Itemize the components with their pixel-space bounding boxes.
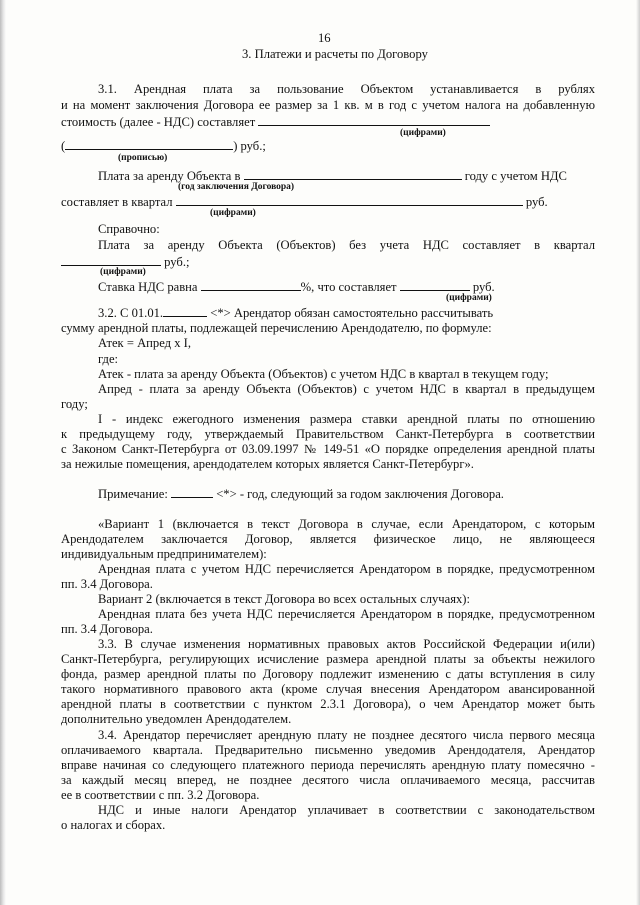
p31-words-blank (65, 138, 233, 150)
p32-date-text: 3.2. С 01.01. (98, 306, 164, 320)
vat-rub: руб. (472, 280, 495, 294)
rent-year-blank-2 (354, 168, 462, 180)
note-line (98, 486, 504, 502)
ref-line-1: Плата за аренду Объекта (Объектов) без учета НДС составляет в квартал (98, 238, 595, 252)
rent-year-blank-1 (244, 168, 354, 180)
p32-index-4: за нежилые помещения, арендодателем которых является Санкт-Петербург». (61, 457, 474, 471)
p31-line-3-text: стоимость (далее - НДС) составляет (61, 115, 256, 129)
p34-line-5: ее в соответствии с пп. 3.2 Договора. (61, 788, 260, 802)
p32-year-blank (163, 305, 207, 317)
variant-1-line-3: индивидуальным предпринимателем): (61, 547, 267, 561)
rent-year-caption: (год заключения Договора) (178, 182, 295, 192)
p33-line-6: дополнительно уведомлен Арендодателем. (61, 712, 292, 726)
p33-line-5: арендной платы в соответствии с пунктом 2.3.1 Договора), о чем Арендатор может быть (61, 697, 595, 711)
p33-line-4: такого нормативного правового акта (кроме случая внесения Арендатором авансированной (61, 682, 595, 696)
p32-index-3: с Законом Санкт-Петербурга от 03.09.1997 № 149-51 «О порядке определения арендной платы (61, 442, 595, 456)
rent-year-line (98, 168, 567, 184)
p33-line-1: 3.3. В случае изменения нормативных правовых актов Российской Федерации и(или) (98, 637, 595, 651)
p31-rate-blank (258, 114, 490, 126)
ref-rent-blank (61, 254, 161, 266)
p32-where: где: (98, 352, 119, 366)
p32-formula: Атек = Апред х I, (98, 336, 191, 350)
p33-line-2: Санкт-Петербурга, регулирующих исчисление размера арендной платы за объекты нежилого (61, 652, 595, 666)
rent-quarter-caption: (цифрами) (210, 208, 256, 218)
p32-line-2: сумму арендной платы, подлежащей перечислению Арендодателю, по формуле: (61, 321, 492, 335)
vat-rate-text: Ставка НДС равна (98, 280, 198, 294)
variant-1-line-2: Арендодателем заключается Договор, является физическое лицо, не являющееся (61, 532, 595, 546)
scan-edge-left (0, 0, 6, 905)
p32-line-1 (98, 305, 493, 321)
p34-line-2: оплачиваемого квартала. Предварительно письменно уведомив Арендодателя, Арендатор (61, 743, 595, 757)
section-title: 3. Платежи и расчеты по Договору (242, 47, 428, 61)
p34-line-3: вправе начиная со следующего платежного периода перечислять арендную плату помесячно - (61, 758, 595, 772)
p32-apred-2: году; (61, 397, 88, 411)
ref-heading: Справочно: (98, 222, 160, 236)
variant-2-line-1: Вариант 2 (включается в текст Договора во всех остальных случаях): (98, 592, 470, 606)
vat-tail-line-1: НДС и иные налоги Арендатор уплачивает в соответствии с законодательством (98, 803, 595, 817)
variant-1-line-1: «Вариант 1 (включается в текст Договора в случае, если Арендатором, с которым (98, 517, 595, 531)
vat-caption: (цифрами) (446, 293, 492, 303)
variant-1-line-5: пп. 3.4 Договора. (61, 577, 153, 591)
rent-year-before: Плата за аренду Объекта в (98, 169, 241, 183)
p31-line-1: 3.1. Арендная плата за пользование Объектом устанавливается в рублях (98, 82, 595, 96)
p31-words-line (61, 138, 266, 154)
p32-index-1: I - индекс ежегодного изменения размера ставки арендной платы по отношению (98, 412, 595, 426)
rent-quarter-blank (176, 194, 523, 206)
note-label: Примечание: (98, 487, 168, 501)
p32-index-2: к предыдущему году, утверждаемый Правительством Санкт-Петербурга в соответствии (61, 427, 595, 441)
p33-line-3: фонда, размер арендной платы по Договору подлежит изменению с даты вступления в силу (61, 667, 595, 681)
note-text: <*> - год, следующий за годом заключения Договора. (216, 487, 504, 501)
ref-rub: руб.; (164, 255, 190, 269)
rent-quarter-rub: руб. (525, 195, 548, 209)
vat-amount-text: %, что составляет (300, 280, 397, 294)
variant-2-line-2: Арендная плата без учета НДС перечисляется Арендатором в порядке, предусмотренном (98, 607, 595, 621)
p32-duty-text: <*> Арендатор обязан самостоятельно рассчитывать (210, 306, 494, 320)
vat-line (98, 279, 495, 295)
ref-caption: (цифрами) (100, 267, 146, 277)
p31-paren-open: ( (61, 139, 66, 153)
p31-caption-figures: (цифрами) (400, 128, 446, 138)
vat-tail-line-2: о налогах и сборах. (61, 818, 166, 832)
page-number: 16 (318, 31, 331, 45)
note-year-blank (171, 486, 213, 498)
variant-1-line-4: Арендная плата с учетом НДС перечисляется Арендатором в порядке, предусмотренном (98, 562, 595, 576)
rent-year-after: году с учетом НДС (464, 169, 567, 183)
p32-atek: Атек - плата за аренду Объекта (Объектов) с учетом НДС в квартал в текущем году; (98, 367, 549, 381)
vat-amount-blank (400, 279, 470, 291)
p31-line-2: и на момент заключения Договора ее размер за 1 кв. м в год с учетом налога на добавленную (61, 98, 595, 112)
p31-rub-close: ) руб.; (233, 139, 266, 153)
p34-line-1: 3.4. Арендатор перечисляет арендную плату не позднее десятого числа первого месяца (98, 728, 595, 742)
p32-apred-1: Апред - плата за аренду Объекта (Объектов) с учетом НДС в квартал в предыдущем (98, 382, 595, 396)
vat-rate-blank (201, 279, 301, 291)
rent-quarter-line (61, 194, 548, 210)
p34-line-4: за каждый месяц вперед, не позднее десятого числа оплачиваемого месяца, рассчитав (61, 773, 595, 787)
p31-caption-words: (прописью) (118, 153, 168, 163)
scan-edge-right (636, 0, 640, 905)
rent-quarter-text: составляет в квартал (61, 195, 173, 209)
variant-2-line-3: пп. 3.4 Договора. (61, 622, 153, 636)
